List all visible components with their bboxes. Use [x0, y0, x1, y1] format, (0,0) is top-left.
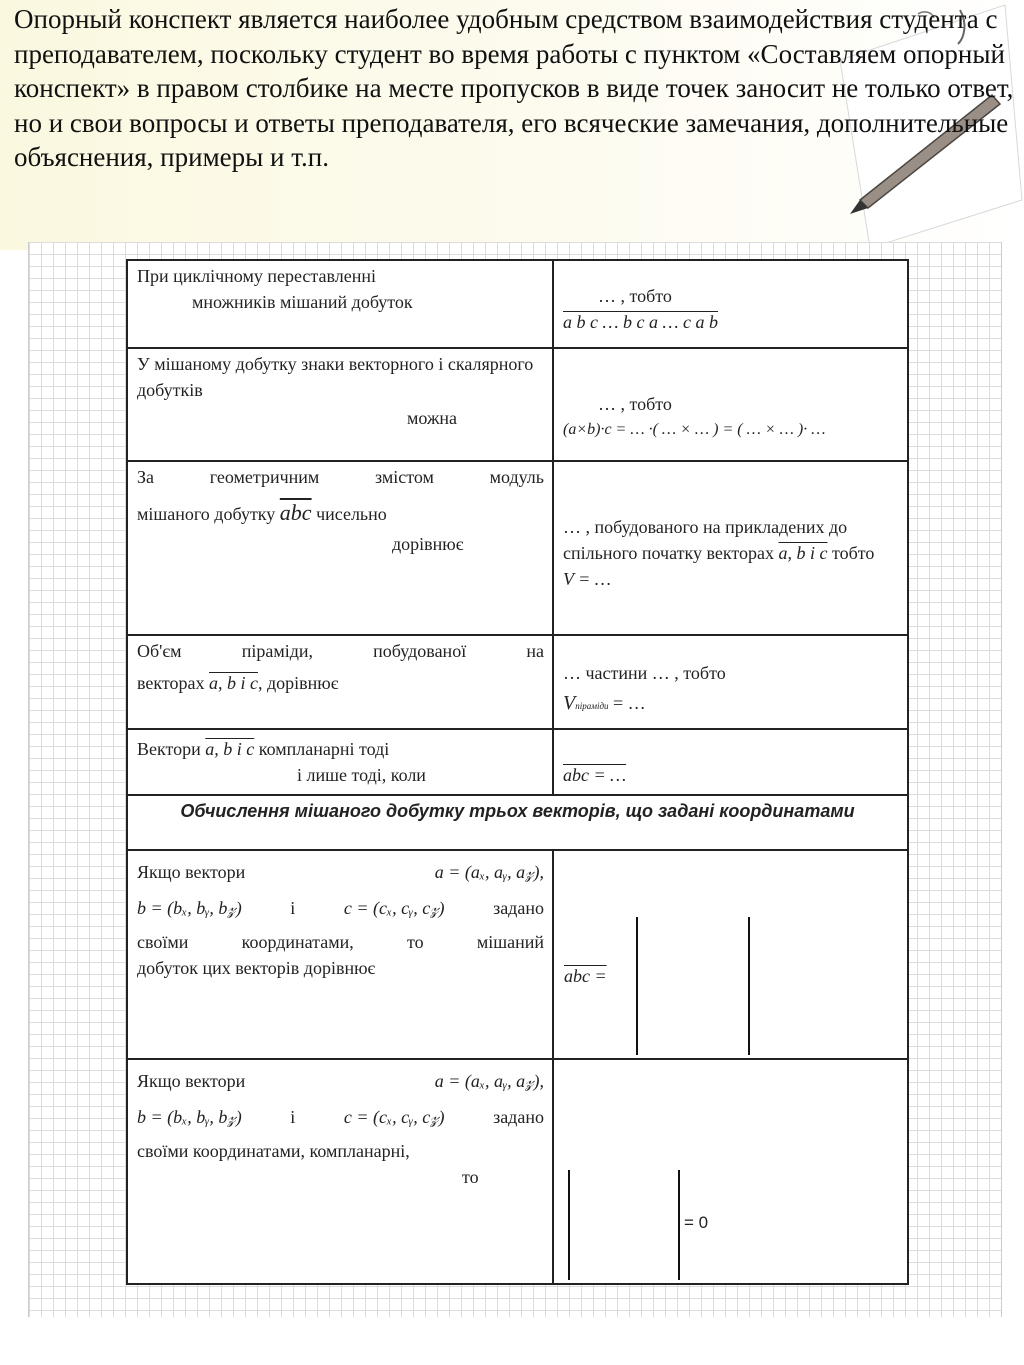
cell-text: … , тобто — [598, 394, 672, 414]
formula-text: a = (aₓ, aᵧ, a𝓏), — [434, 862, 544, 882]
formula-text: $\overline{abc}$ — [279, 500, 312, 525]
cell-text: … частини … , тобто — [563, 663, 726, 683]
table-cell-right — [553, 1059, 908, 1284]
table-row — [127, 1059, 908, 1284]
formula-text: V = … — [563, 569, 611, 589]
table-cell-right — [553, 729, 908, 795]
table-cell-right — [553, 635, 908, 729]
formula-text: a, b і c — [205, 739, 255, 759]
table-row — [127, 729, 908, 795]
table-row — [127, 461, 908, 635]
determinant-bar-left — [568, 1170, 570, 1280]
cell-text: то — [462, 1167, 479, 1187]
table-cell-left — [127, 729, 553, 795]
cell-text: своїми координатами, компланарні, — [137, 1141, 410, 1161]
determinant-bar-right — [678, 1170, 680, 1280]
table-cell-right — [553, 348, 908, 461]
formula-text: = 0 — [684, 1213, 709, 1232]
section-heading: Обчислення мішаного добутку трьох векторів, що задані координатами — [127, 795, 908, 850]
table-cell-left — [127, 850, 553, 1059]
cell-text: можна — [407, 408, 458, 428]
cell-text: і — [290, 898, 296, 918]
cell-text: дорівнює — [392, 534, 464, 554]
cell-text: За геометричним змістом модуль — [137, 467, 544, 487]
table-cell-left — [127, 461, 553, 635]
formula-text: b = (bₓ, bᵧ, b𝓏) — [137, 1107, 242, 1127]
formula-text: c = (cₓ, cᵧ, c𝓏) — [343, 898, 445, 918]
cell-text: множників мішаний добуток — [192, 292, 413, 312]
formula-text: abc = — [564, 966, 607, 986]
determinant-bar-right — [748, 917, 750, 1055]
intro-paragraph: Опорный конспект является наиболее удобным средством взаимодействия студента с преподавателем, поскольку студент во время работы с пунктом «Составляем опорный конспект» в правом столбике на месте пропусков в виде точек заносит не только ответ, но и свои вопросы и ответы преподавателя, его всяческие замечания, дополнительные объяснения, примеры и т.п. — [14, 4, 1014, 172]
cell-text: задано — [493, 898, 544, 918]
cell-text: … , тобто — [598, 286, 672, 306]
cell-text: задано — [493, 1107, 544, 1127]
formula-text: a = (aₓ, aᵧ, a𝓏), — [434, 1071, 544, 1091]
cell-text: мішаного добутку — [137, 504, 276, 524]
cell-text: і лише тоді, коли — [297, 765, 426, 785]
cell-text: Вектори — [137, 739, 201, 759]
table-row — [127, 850, 908, 1059]
table-row — [127, 348, 908, 461]
table-cell-left — [127, 260, 553, 348]
cell-text: … , побудованого на прикладених до спільного початку векторах — [563, 517, 848, 563]
formula-text: abc = … — [563, 765, 627, 785]
cell-text: своїми координатами, то мішаний — [137, 932, 544, 952]
table-cell-right — [553, 461, 908, 635]
formula-text: c = (cₓ, cᵧ, c𝓏) — [343, 1107, 445, 1127]
determinant-bar-left — [636, 917, 638, 1055]
table-cell-right — [553, 850, 908, 1059]
table-row — [127, 260, 908, 348]
formula-text: a, b і c — [778, 543, 828, 563]
cell-text: добуток цих векторів дорівнює — [137, 958, 376, 978]
formula-text: (a×b)·c = … ·( … × … ) = ( … × … )· … — [563, 421, 826, 438]
table-cell-left — [127, 635, 553, 729]
formula-text: V — [563, 692, 576, 714]
cell-text: тобто — [832, 543, 875, 563]
cell-text: = … — [613, 693, 646, 713]
cell-text: При циклічному переставленні — [137, 266, 376, 286]
table-row — [127, 635, 908, 729]
summary-table — [126, 259, 909, 1285]
cell-text: і — [290, 1107, 296, 1127]
table-cell-left — [127, 348, 553, 461]
cell-text: векторах — [137, 673, 205, 693]
cell-text: , дорівнює — [258, 673, 339, 693]
formula-text: b = (bₓ, bᵧ, b𝓏) — [137, 898, 242, 918]
cell-text: Об'єм піраміди, побудованої на — [137, 641, 544, 661]
cell-text: Якщо вектори — [137, 1071, 246, 1091]
formula-text: a, b і c — [209, 673, 259, 693]
table-cell-right — [553, 260, 908, 348]
formula-text: a b c … b c a … c a b — [563, 312, 718, 332]
table-row — [127, 795, 908, 850]
cell-text: У мішаному добутку знаки векторного і скалярного добутків — [137, 354, 534, 400]
formula-subscript: піраміди — [575, 701, 609, 711]
cell-text: Якщо вектори — [137, 862, 246, 882]
cell-text: компланарні тоді — [258, 739, 390, 759]
cell-text: чисельно — [316, 504, 387, 524]
table-cell-left — [127, 1059, 553, 1284]
